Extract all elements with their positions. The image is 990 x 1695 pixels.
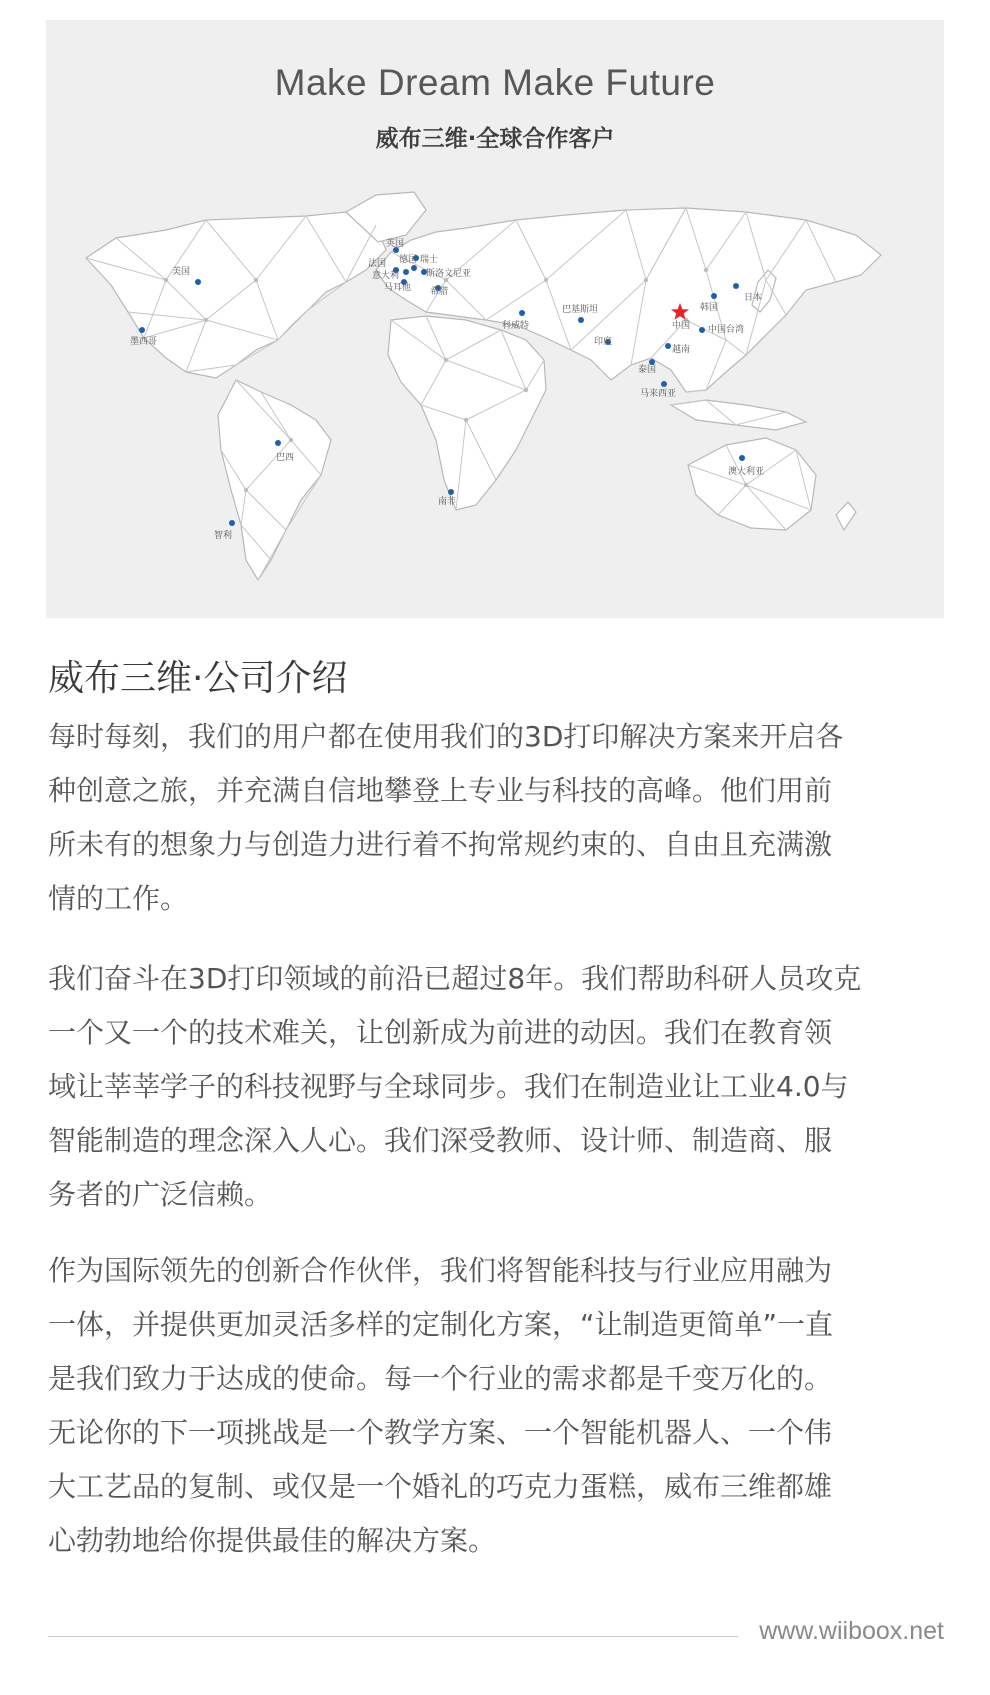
label-brazil: 巴西 <box>276 453 295 463</box>
label-switzerland: 瑞士 <box>420 255 439 265</box>
label-chile: 智利 <box>214 531 233 541</box>
label-south-africa: 南非 <box>438 497 457 507</box>
world-map <box>46 20 944 618</box>
footer-url: www.wiiboox.net <box>759 1617 944 1645</box>
label-slovenia: 斯洛文尼亚 <box>426 269 472 279</box>
footer-divider <box>48 1636 738 1637</box>
marker-korea <box>711 293 717 299</box>
hero-subtitle: 威布三维·全球合作客户 <box>375 126 615 152</box>
label-thailand: 泰国 <box>638 365 657 375</box>
marker-malaysia <box>661 381 667 387</box>
marker-italy <box>403 269 409 275</box>
label-china: 中国 <box>672 321 691 331</box>
marker-kuwait <box>519 310 525 316</box>
intro-paragraph: 每时每刻，我们的用户都在使用我们的3D打印解决方案来开启各 种创意之旅，并充满自信地攀登上专业与科技的高峰。他们用前 所未有的想象力与创造力进行着不拘常规约束的、自由且充满激 情的工作。 <box>48 720 844 915</box>
label-kuwait: 科威特 <box>502 321 530 331</box>
label-india: 印度 <box>594 337 613 347</box>
marker-south-africa <box>448 489 454 495</box>
label-uk: 英国 <box>386 239 405 249</box>
intro-paragraph: 我们奋斗在3D打印领域的前沿已超过8年。我们帮助科研人员攻克 一个又一个的技术难关，让创新成为前进的动因。我们在教育领 域让莘莘学子的科技视野与全球同步。我们在制造业让工业4.0与 智能制造的理念深入人心。我们深受教师、设计师、制造商、服 务者的广泛信赖。 <box>48 962 862 1211</box>
north-america-shape <box>86 212 386 378</box>
marker-brazil <box>275 440 281 446</box>
hero-banner <box>46 20 944 618</box>
new-zealand-shape <box>836 502 856 530</box>
africa-shape <box>388 316 546 510</box>
label-vietnam: 越南 <box>672 345 691 355</box>
label-germany: 德国 <box>399 255 418 265</box>
label-malta: 马耳他 <box>384 283 412 293</box>
marker-chile <box>229 520 235 526</box>
label-greece: 希腊 <box>430 287 449 297</box>
marker-taiwan <box>699 327 705 333</box>
marker-japan <box>733 283 739 289</box>
marker-australia <box>739 455 745 461</box>
islands-shape <box>671 400 806 430</box>
label-pakistan: 巴基斯坦 <box>562 305 599 315</box>
label-japan: 日本 <box>744 293 763 303</box>
marker-pakistan <box>578 317 584 323</box>
continents <box>86 192 881 580</box>
label-taiwan: 中国台湾 <box>708 325 745 335</box>
label-malaysia: 马来西亚 <box>640 389 677 399</box>
marker-usa <box>195 279 201 285</box>
label-korea: 韩国 <box>700 303 719 313</box>
label-mexico: 墨西哥 <box>130 337 158 347</box>
label-france: 法国 <box>368 259 387 269</box>
intro-title: 威布三维·公司介绍 <box>48 658 348 699</box>
label-italy: 意大利 <box>372 271 400 281</box>
marker-vietnam <box>665 343 671 349</box>
label-australia: 澳大利亚 <box>728 467 765 477</box>
marker-mexico <box>139 327 145 333</box>
label-usa: 美国 <box>172 267 191 277</box>
hero-title: Make Dream Make Future <box>274 62 716 103</box>
marker-switzerland <box>411 265 417 271</box>
intro-paragraph: 作为国际领先的创新合作伙伴，我们将智能科技与行业应用融为 一体，并提供更加灵活多样的定制化方案，“让制造更简单”一直 是我们致力于达成的使命。每一个行业的需求都是千变万化的。 无论你的下一项挑战是一个教学方案、一个智能机器人、一个伟 大工艺品的复制、或仅是一个婚礼的巧克力蛋糕，威布三维都雄 心勃勃地给你提供最佳的解决方案。 <box>48 1254 834 1557</box>
